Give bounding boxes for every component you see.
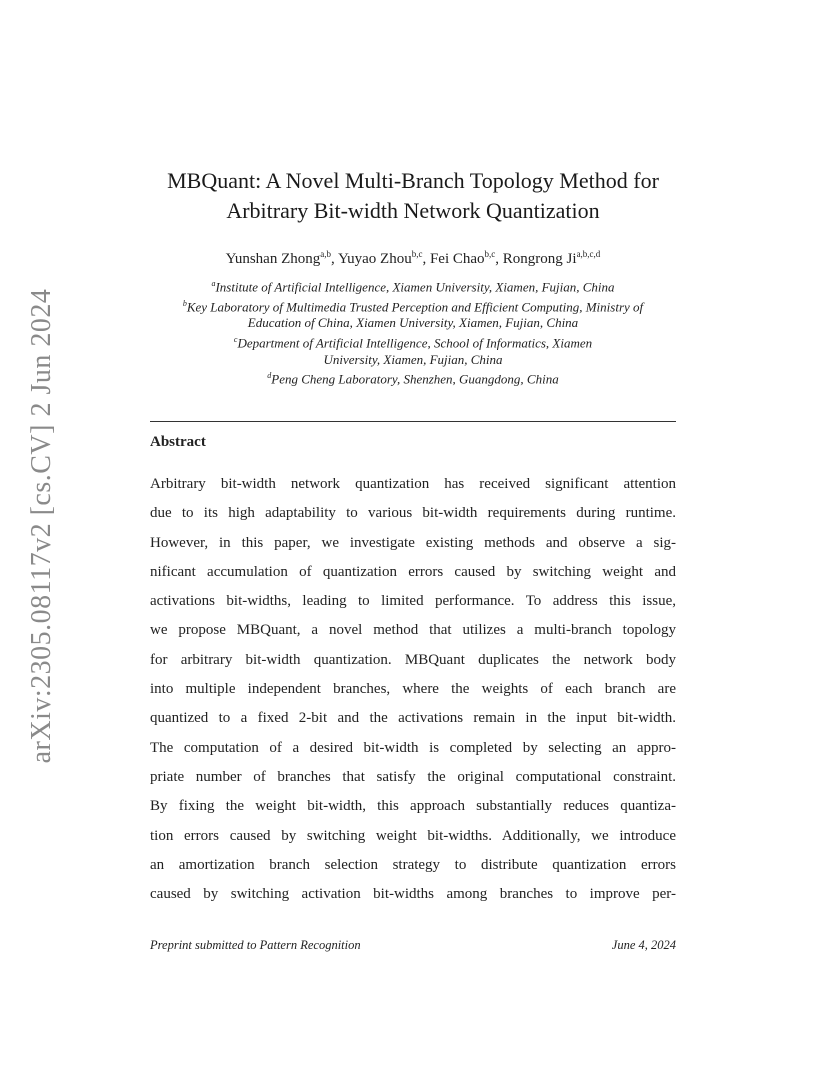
abstract-line: However, in this paper, we investigate existing methods and observe a sig- — [150, 534, 676, 551]
affiliation-text: Key Laboratory of Multimedia Trusted Perception and Efficient Computing, Ministry of — [186, 299, 644, 315]
affiliation-text: Institute of Artificial Intelligence, Xiamen University, Xiamen, Fujian, China — [215, 279, 615, 295]
affiliation-mark: c — [233, 334, 238, 344]
abstract-line: into multiple independent branches, where the weights of each branch are — [150, 681, 676, 698]
affiliation-mark: d — [267, 371, 272, 381]
title-line-2: Arbitrary Bit-width Network Quantization — [226, 198, 600, 223]
author-name: Rongrong Ji — [502, 251, 577, 267]
affiliation-c — [140, 332, 686, 352]
affiliation-d — [140, 368, 686, 388]
affiliation-b — [140, 296, 686, 316]
footer-submission-note: Preprint submitted to Pattern Recognition — [150, 938, 361, 952]
author-list — [150, 244, 676, 269]
author-affiliation-mark: b,c — [411, 249, 423, 259]
title-line-1: MBQuant: A Novel Multi-Branch Topology Method for — [167, 168, 659, 193]
affiliation-mark: b — [182, 298, 187, 308]
author-name: Yunshan Zhong — [225, 251, 321, 267]
affiliation-c-continued: University, Xiamen, Fujian, China — [323, 351, 503, 367]
abstract-line: caused by switching activation bit-widths among branches to improve per- — [150, 886, 676, 903]
paper-title — [150, 166, 676, 226]
author-affiliation-mark: b,c — [484, 249, 496, 259]
abstract-line: we propose MBQuant, a novel method that utilizes a multi-branch topology — [150, 622, 676, 639]
abstract-line: quantized to a fixed 2-bit and the activations remain in the input bit-width. — [150, 710, 676, 727]
abstract-heading: Abstract — [150, 434, 206, 450]
affiliation-a — [140, 276, 686, 296]
author-name: Fei Chao — [429, 251, 485, 267]
affiliation-b-continued: Education of China, Xiamen University, Xiamen, Fujian, China — [247, 315, 579, 331]
author-affiliation-mark: a,b,c,d — [576, 249, 601, 259]
abstract-line: By fixing the weight bit-width, this approach substantially reduces quantiza- — [150, 798, 676, 815]
abstract-line: nificant accumulation of quantization errors caused by switching weight and — [150, 563, 676, 580]
author-separator: , — [331, 251, 338, 267]
header-divider — [150, 421, 676, 422]
affiliation-text: Department of Artificial Intelligence, School of Informatics, Xiamen — [237, 335, 593, 351]
footer-date: June 4, 2024 — [611, 938, 676, 952]
author-separator: , — [422, 251, 430, 267]
abstract-line: Arbitrary bit-width network quantization has received significant attention — [150, 476, 676, 492]
abstract-line: activations bit-widths, leading to limited performance. To address this issue, — [150, 593, 676, 610]
arxiv-identifier: arXiv:2305.08117v2 [cs.CV] 2 Jun 2024 — [26, 288, 57, 764]
abstract-line: due to its high adaptability to various bit-width requirements during runtime. — [150, 505, 676, 522]
author-name: Yuyao Zhou — [337, 251, 412, 267]
abstract-line: tion errors caused by switching weight bit-widths. Additionally, we introduce — [150, 827, 676, 844]
abstract-line: an amortization branch selection strategy to distribute quantization errors — [150, 856, 676, 873]
affiliation-list — [140, 276, 686, 388]
author-separator: , — [495, 251, 503, 267]
abstract-body — [150, 470, 676, 909]
abstract-line: priate number of branches that satisfy the original computational constraint. — [150, 768, 676, 785]
abstract-line: for arbitrary bit-width quantization. MBQuant duplicates the network body — [150, 651, 676, 668]
author-affiliation-mark: a,b — [320, 249, 331, 259]
affiliation-text: Peng Cheng Laboratory, Shenzhen, Guangdong, China — [271, 371, 559, 387]
abstract-line: The computation of a desired bit-width is completed by selecting an appro- — [150, 739, 676, 756]
affiliation-mark: a — [211, 279, 216, 288]
